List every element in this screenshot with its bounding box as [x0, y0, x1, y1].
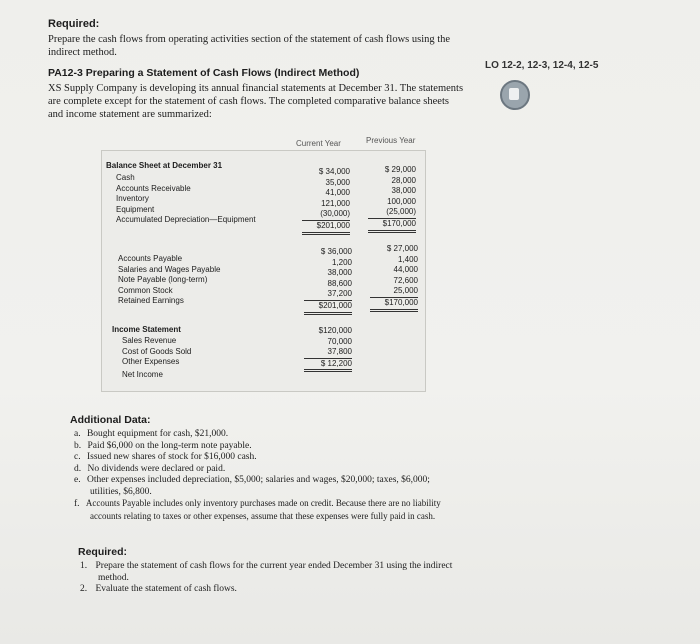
income-section — [122, 336, 191, 380]
item-letter: a. — [74, 429, 81, 439]
learning-objectives: LO 12-2, 12-3, 12-4, 12-5 — [485, 60, 599, 71]
liability-label: Common Stock — [118, 285, 173, 295]
assets-previous-column — [368, 165, 416, 233]
required-heading-bottom: Required: — [78, 546, 128, 558]
asset-previous-value: 38,000 — [391, 186, 416, 196]
assets-total-previous: $170,000 — [368, 219, 416, 233]
income-label: Cost of Goods Sold — [122, 346, 192, 356]
asset-label: Cash — [116, 173, 135, 182]
asset-previous-value: (25,000) — [368, 207, 416, 219]
liability-previous-value: 44,000 — [393, 265, 418, 275]
liability-label: Accounts Payable — [118, 254, 183, 263]
list-item — [74, 475, 441, 487]
required-list — [80, 561, 452, 596]
list-item — [80, 584, 452, 596]
asset-current-value: 35,000 — [325, 177, 350, 187]
item-text: No dividends were declared or paid. — [87, 463, 226, 474]
income-current-value: $120,000 — [318, 326, 352, 335]
balance-sheet-title: Balance Sheet at December 31 — [106, 161, 223, 170]
item-text: Evaluate the statement of cash flows. — [95, 584, 237, 594]
item-letter: c. — [74, 452, 81, 462]
item-text: Other expenses included depreciation, $5,000; salaries and wages, $20,000; taxes, $6,000; — [86, 475, 430, 485]
instruction-line-2: indirect method. — [48, 47, 117, 58]
item-text: Paid $6,000 on the long-term note payable. — [87, 440, 252, 451]
income-label: Sales Revenue — [122, 336, 177, 345]
assets-current-column — [302, 167, 350, 235]
liability-label: Salaries and Wages Payable — [118, 264, 221, 274]
problem-title: PA12-3 Preparing a Statement of Cash Flows (Indirect Method) — [48, 67, 360, 79]
list-item — [74, 498, 441, 511]
item-continuation: method. — [98, 572, 129, 583]
asset-label: Accounts Receivable — [116, 183, 191, 193]
liabilities-previous-column — [370, 244, 418, 312]
liability-previous-value: 25,000 — [370, 286, 418, 298]
liabilities-total-previous: $170,000 — [370, 298, 418, 312]
income-statement-title: Income Statement — [112, 325, 181, 334]
intro-line-1: XS Supply Company is developing its annual financial statements at December 31. The statements — [48, 83, 464, 94]
liability-current-value: 88,600 — [327, 278, 352, 288]
liabilities-total-current: $201,000 — [304, 301, 352, 315]
assets-section — [116, 173, 256, 226]
income-current-value: $ 12,200 — [304, 359, 352, 373]
item-text: Bought equipment for cash, $21,000. — [86, 429, 229, 439]
asset-label: Equipment — [116, 204, 155, 214]
list-item — [74, 441, 441, 453]
list-item — [80, 561, 452, 573]
asset-current-value: 121,000 — [321, 198, 350, 208]
liability-label: Note Payable (long-term) — [118, 275, 208, 285]
col-current-header: Current Year — [296, 139, 341, 148]
liability-current-value: $ 36,000 — [320, 247, 352, 256]
list-item — [74, 429, 441, 441]
item-continuation: accounts relating to taxes or other expenses, assume that these expenses were fully paid in cash. — [90, 510, 436, 521]
book-icon — [500, 80, 530, 110]
item-text: Accounts Payable includes only inventory purchases made on credit. Because there are no liability — [85, 498, 441, 508]
intro-line-3: and income statement are summarized: — [48, 109, 212, 120]
liabilities-current-column — [304, 247, 352, 315]
item-number: 1. — [80, 561, 88, 571]
item-number: 2. — [80, 584, 88, 594]
list-item — [74, 464, 441, 476]
item-text: Prepare the statement of cash flows for the current year ended December 31 using the indirect — [95, 561, 453, 571]
required-heading-top: Required: — [48, 18, 100, 30]
asset-previous-value: $ 29,000 — [384, 165, 416, 174]
asset-previous-value: 28,000 — [391, 175, 416, 185]
income-current-value: 37,800 — [304, 347, 352, 359]
liability-current-value: 37,200 — [304, 289, 352, 301]
asset-label: Inventory — [116, 194, 149, 204]
additional-data-heading: Additional Data: — [70, 414, 151, 426]
item-continuation: utilities, $6,800. — [90, 486, 152, 497]
item-letter: f. — [74, 499, 80, 509]
asset-current-value: $ 34,000 — [318, 167, 350, 176]
liability-previous-value: $ 27,000 — [386, 244, 418, 253]
col-previous-header: Previous Year — [366, 136, 416, 145]
income-label: Net Income — [122, 369, 163, 379]
income-current-value: 70,000 — [327, 336, 352, 346]
assets-total-current: $201,000 — [302, 221, 350, 235]
instruction-line-1: Prepare the cash flows from operating activities section of the statement of cash flows using the — [48, 34, 451, 45]
liability-current-value: 38,000 — [327, 268, 352, 278]
intro-line-2: are complete except for the statement of cash flows. The completed comparative balance sheets — [48, 96, 449, 107]
asset-current-value: (30,000) — [302, 209, 350, 221]
item-letter: d. — [74, 463, 82, 474]
asset-current-value: 41,000 — [325, 188, 350, 198]
income-current-column — [304, 326, 352, 372]
liability-label: Retained Earnings — [118, 296, 184, 306]
list-item — [74, 452, 441, 464]
income-label: Other Expenses — [122, 357, 180, 367]
additional-data-list — [74, 429, 441, 522]
item-letter: e. — [74, 475, 81, 485]
liability-previous-value: 1,400 — [397, 254, 418, 264]
item-text: Issued new shares of stock for $16,000 cash. — [86, 452, 257, 462]
asset-label: Accumulated Depreciation—Equipment — [116, 215, 256, 225]
liability-previous-value: 72,600 — [393, 275, 418, 285]
asset-previous-value: 100,000 — [387, 196, 416, 206]
liabilities-section — [118, 254, 220, 307]
item-letter: b. — [74, 440, 82, 451]
liability-current-value: 1,200 — [331, 257, 352, 267]
